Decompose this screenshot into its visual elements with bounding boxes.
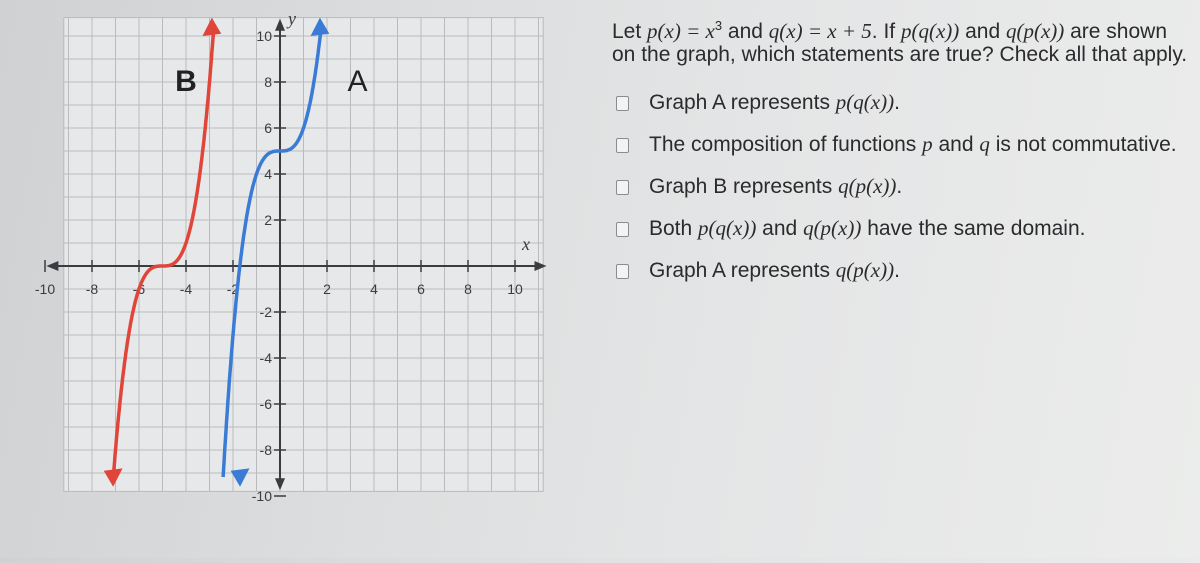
x-tick-label: 6 bbox=[417, 281, 425, 297]
x-axis-arrow-left bbox=[46, 261, 58, 271]
x-tick-label: 4 bbox=[370, 281, 378, 297]
x-tick-label: 2 bbox=[323, 281, 331, 297]
coordinate-graph bbox=[0, 0, 600, 558]
graph-panel bbox=[0, 0, 600, 558]
x-tick-label: -10 bbox=[34, 281, 56, 297]
x-tick-label: 8 bbox=[464, 281, 472, 297]
question-text: Let $p(x) = x^3$ and q(x) = x + 5. If p(q(x)) and q(p(x)) are shown on the graph, which statements are true? Check all that apply. bbox=[612, 18, 1188, 66]
checkbox[interactable] bbox=[616, 222, 629, 237]
answer-options bbox=[612, 90, 1192, 283]
x-tick-label: -6 bbox=[132, 281, 146, 297]
y-tick-label: -10 bbox=[251, 488, 272, 504]
x-tick-label: 10 bbox=[507, 281, 523, 297]
option-graph-a-pq[interactable]: Graph A represents p(q(x)). bbox=[612, 90, 1192, 115]
y-tick-label: 6 bbox=[264, 120, 272, 136]
x-axis-label: x bbox=[522, 234, 531, 254]
y-axis-label: y bbox=[288, 8, 296, 29]
option-graph-a-qp[interactable]: Graph A represents q(p(x)). bbox=[612, 258, 1192, 283]
curve-b-label: B bbox=[175, 65, 197, 99]
option-not-commutative[interactable]: The composition of functions p and q is not commutative. bbox=[612, 132, 1192, 157]
option-graph-b-qp[interactable]: Graph B represents q(p(x)). bbox=[612, 174, 1192, 199]
y-tick-label: 8 bbox=[264, 74, 272, 90]
y-tick-label: 10 bbox=[256, 28, 272, 44]
checkbox[interactable] bbox=[616, 180, 629, 195]
checkbox[interactable] bbox=[616, 96, 629, 111]
y-tick-label: 4 bbox=[264, 166, 272, 182]
checkbox[interactable] bbox=[616, 138, 629, 153]
x-tick-label: -2 bbox=[226, 281, 240, 297]
y-tick-label: -2 bbox=[259, 304, 272, 320]
option-same-domain[interactable]: Both p(q(x)) and q(p(x)) have the same domain. bbox=[612, 216, 1192, 241]
y-tick-label: -4 bbox=[259, 350, 272, 366]
curve-a-label: A bbox=[347, 65, 368, 99]
question-panel bbox=[612, 14, 1192, 283]
y-tick-label: 2 bbox=[264, 212, 272, 228]
x-tick-label: -4 bbox=[179, 281, 193, 297]
x-tick-label: -8 bbox=[85, 281, 99, 297]
checkbox[interactable] bbox=[616, 264, 629, 279]
y-tick-label: -6 bbox=[259, 396, 272, 412]
y-tick-label: -8 bbox=[259, 442, 272, 458]
